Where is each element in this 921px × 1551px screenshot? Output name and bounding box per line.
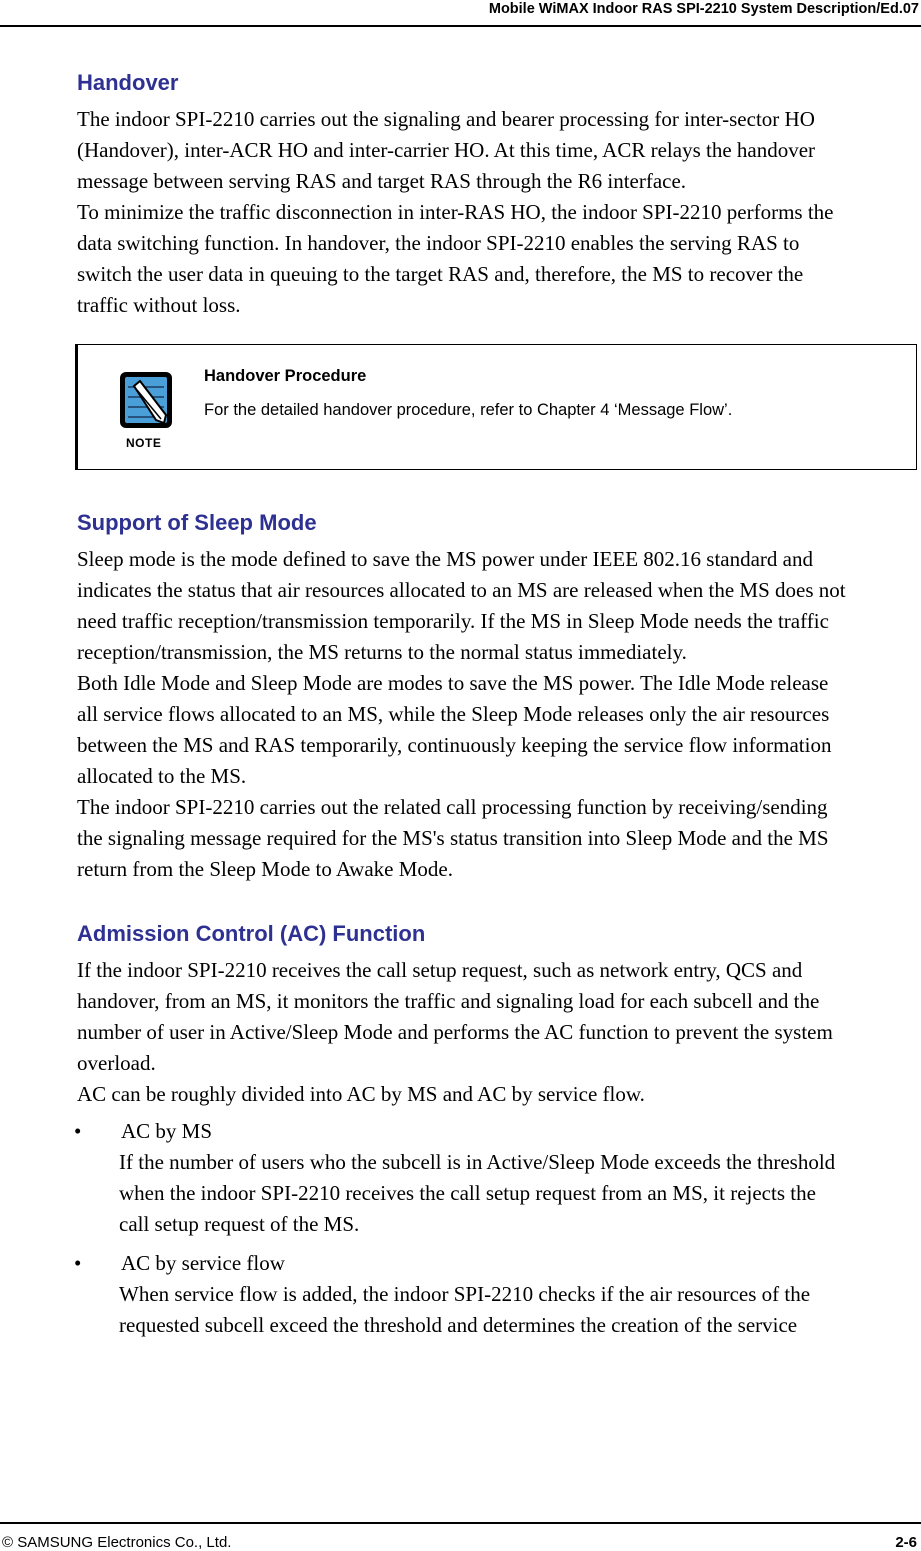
paragraph-line: To minimize the traffic disconnection in inter-RAS HO, the indoor SPI-2210 performs the [77, 200, 834, 224]
paragraph-line: overload. [77, 1051, 156, 1075]
bullet-title: AC by MS [121, 1119, 213, 1143]
paragraph-line: If the indoor SPI-2210 receives the call setup request, such as network entry, QCS and [77, 958, 803, 982]
bullet-line: If the number of users who the subcell is in Active/Sleep Mode exceeds the threshold [119, 1150, 836, 1174]
paragraph-line: data switching function. In handover, the indoor SPI-2210 enables the serving RAS to [77, 231, 800, 255]
paragraph-line: number of user in Active/Sleep Mode and performs the AC function to prevent the system [77, 1020, 833, 1044]
bullet-line: When service flow is added, the indoor SPI-2210 checks if the air resources of the [119, 1282, 811, 1306]
sleep-body [77, 544, 919, 885]
note-title: Handover Procedure [204, 367, 367, 385]
paragraph-line: need traffic reception/transmission temporarily. If the MS in Sleep Mode needs the traffic [77, 609, 829, 633]
note-box [75, 344, 917, 470]
note-pencil-icon [118, 370, 174, 430]
note-text: For the detailed handover procedure, refer to Chapter 4 ‘Message Flow’. [204, 401, 733, 419]
bullet-ac-by-service-flow [74, 1248, 919, 1341]
page-content [74, 66, 919, 1341]
paragraph-line: indicates the status that air resources allocated to an MS are released when the MS does not [77, 578, 846, 602]
paragraph-line: message between serving RAS and target RAS through the R6 interface. [77, 169, 687, 193]
header-rule [0, 25, 921, 27]
bullet-symbol: • [74, 1119, 82, 1143]
bullet-line: when the indoor SPI-2210 receives the call setup request from an MS, it rejects the [119, 1181, 816, 1205]
paragraph-line: Sleep mode is the mode defined to save the MS power under IEEE 802.16 standard and [77, 547, 813, 571]
page-number: 2-6 [895, 1534, 917, 1551]
paragraph-line: between the MS and RAS temporarily, continuously keeping the service flow information [77, 733, 832, 757]
paragraph-line: The indoor SPI-2210 carries out the signaling and bearer processing for inter-sector HO [77, 107, 815, 131]
note-label: NOTE [126, 436, 162, 450]
paragraph-line: The indoor SPI-2210 carries out the related call processing function by receiving/sending [77, 795, 828, 819]
handover-body [77, 104, 919, 321]
paragraph-line: allocated to the MS. [77, 764, 247, 788]
bullet-ac-by-ms [74, 1116, 919, 1240]
paragraph-line: AC can be roughly divided into AC by MS and AC by service flow. [77, 1082, 645, 1106]
paragraph-line: return from the Sleep Mode to Awake Mode. [77, 857, 453, 881]
paragraph-line: switch the user data in queuing to the target RAS and, therefore, the MS to recover the [77, 262, 804, 286]
heading-handover: Handover [77, 70, 179, 95]
footer-copyright: © SAMSUNG Electronics Co., Ltd. [2, 1534, 232, 1551]
running-header-title: Mobile WiMAX Indoor RAS SPI-2210 System Description/Ed.07 [488, 1, 919, 17]
ac-body [77, 955, 919, 1110]
heading-admission-control: Admission Control (AC) Function [77, 921, 426, 946]
bullet-symbol: • [74, 1251, 82, 1275]
paragraph-line: Both Idle Mode and Sleep Mode are modes to save the MS power. The Idle Mode release [77, 671, 829, 695]
bullet-line: requested subcell exceed the threshold and determines the creation of the service [119, 1313, 798, 1337]
paragraph-line: reception/transmission, the MS returns to the normal status immediately. [77, 640, 687, 664]
paragraph-line: all service flows allocated to an MS, while the Sleep Mode releases only the air resources [77, 702, 830, 726]
heading-sleep-mode: Support of Sleep Mode [77, 510, 317, 535]
bullet-title: AC by service flow [121, 1251, 285, 1275]
paragraph-line: handover, from an MS, it monitors the traffic and signaling load for each subcell and the [77, 989, 820, 1013]
bullet-line: call setup request of the MS. [119, 1212, 360, 1236]
paragraph-line: traffic without loss. [77, 293, 241, 317]
footer-rule [0, 1522, 921, 1524]
paragraph-line: the signaling message required for the MS's status transition into Sleep Mode and the MS [77, 826, 829, 850]
paragraph-line: (Handover), inter-ACR HO and inter-carrier HO. At this time, ACR relays the handover [77, 138, 816, 162]
